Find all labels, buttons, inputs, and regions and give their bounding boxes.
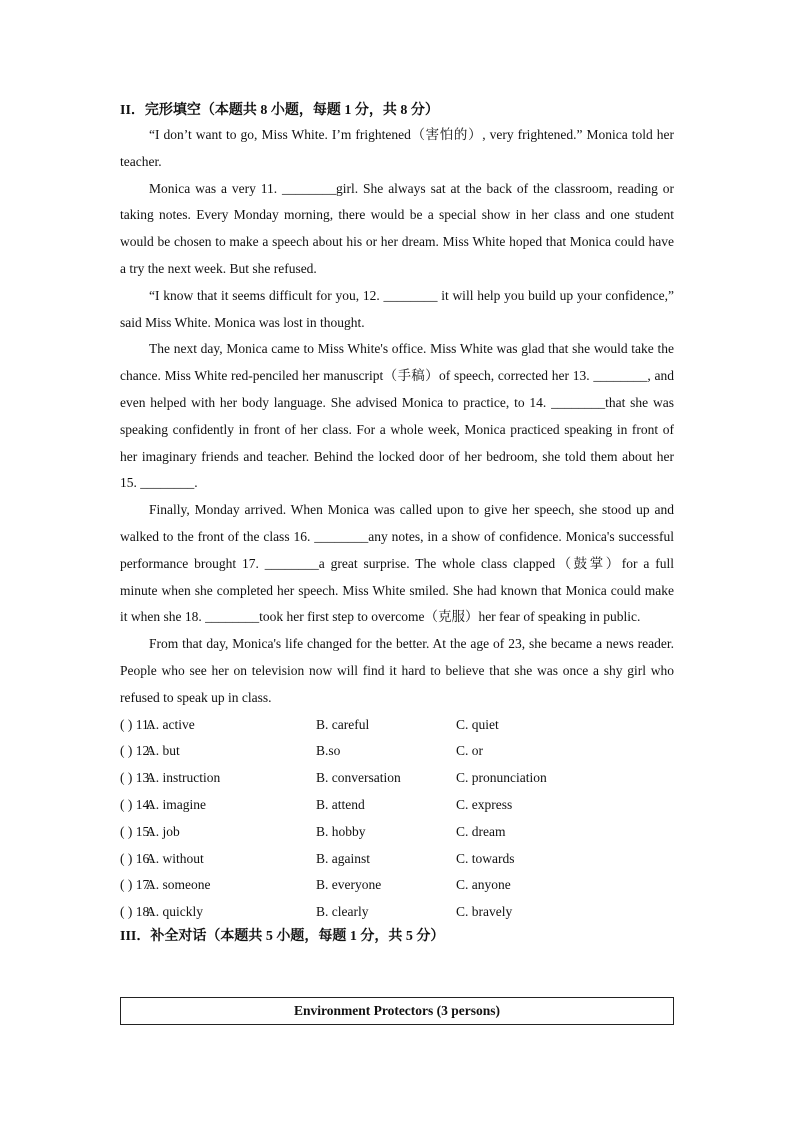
question-number: ( ) 16. (120, 850, 153, 866)
question-number: ( ) 17. (120, 877, 153, 893)
dialogue-table-header: Environment Protectors (3 persons) (120, 997, 674, 1025)
option-b: B. against (316, 850, 370, 866)
option-c: C. quiet (456, 716, 499, 732)
option-c: C. dream (456, 823, 506, 839)
option-b: B.so (316, 743, 341, 759)
option-c: C. express (456, 796, 513, 812)
section2-heading: II．完形填空（本题共 8 小题，每题 1 分，共 8 分） (120, 103, 439, 118)
option-b: B. conversation (316, 770, 401, 786)
section3-heading: III．补全对话（本题共 5 小题，每题 1 分，共 5 分） (120, 928, 445, 944)
question-16 (120, 846, 674, 873)
question-13 (120, 765, 674, 792)
option-a: A. quickly (146, 904, 203, 920)
question-18 (120, 899, 674, 926)
option-a: A. imagine (146, 796, 206, 812)
option-b: B. clearly (316, 904, 369, 920)
question-number: ( ) 11. (120, 716, 153, 732)
option-a: A. job (146, 823, 180, 839)
cloze-passage (120, 122, 674, 712)
option-a: A. active (146, 716, 195, 732)
question-15 (120, 819, 674, 846)
passage-paragraph-6: From that day, Monica's life changed for the better. At the age of 23, she became a news reader. People who see her on television now will find it hard to believe that she was once a shy girl who refused to speak up in class. (120, 636, 674, 705)
question-11 (120, 712, 674, 739)
option-a: A. instruction (146, 770, 221, 786)
question-list (120, 712, 674, 926)
question-17 (120, 872, 674, 899)
passage-paragraph-1: “I don’t want to go, Miss White. I’m frightened（害怕的）, very frightened.” Monica told her teacher. (120, 127, 674, 169)
passage-paragraph-2: Monica was a very 11. ________girl. She always sat at the back of the classroom, reading or taking notes. Every Monday morning, there would be a special show in her class and one student would be chosen to make a speech about his or her dream. Miss White hoped that Monica could have a try the next week. But she refused. (120, 180, 674, 276)
exam-page (120, 100, 674, 948)
question-number: ( ) 18. (120, 904, 153, 920)
option-b: B. hobby (316, 823, 366, 839)
passage-paragraph-5: Finally, Monday arrived. When Monica was called upon to give her speech, she stood up and walked to the front of the class 16. ________any notes, in a show of confidence. Monica's successful performance brought 17. ________a great surprise. The whole class clapped（鼓掌）for a full minute when she completed her speech. Miss White smiled. She had known that Monica could make it when she 18. ________took her first step to overcome（克服）her fear of speaking in public. (120, 502, 674, 625)
passage-paragraph-3: “I know that it seems difficult for you, 12. ________ it will help you build up your confidence,” said Miss White. Monica was lost in thought. (120, 287, 674, 330)
option-a: A. without (146, 850, 204, 866)
option-c: C. anyone (456, 877, 511, 893)
option-c: C. or (456, 743, 483, 759)
question-number: ( ) 14. (120, 796, 153, 812)
question-12 (120, 738, 674, 765)
option-c: C. towards (456, 850, 515, 866)
option-c: C. bravely (456, 904, 513, 920)
passage-paragraph-4: The next day, Monica came to Miss White's office. Miss White was glad that she would take the chance. Miss White red-penciled her manuscript（手稿）of speech, corrected her 13. ________, and even helped with her body language. She advised Monica to practice, to 14. ________that she was speaking confidently in front of her class. For a whole week, Monica practiced speaking in front of her imaginary friends and teacher. Behind the locked door of her bedroom, she told them about her 15. ________. (120, 341, 674, 491)
question-number: ( ) 13. (120, 770, 153, 786)
question-number: ( ) 15. (120, 823, 153, 839)
option-b: B. attend (316, 796, 365, 812)
question-number: ( ) 12. (120, 743, 153, 759)
question-14 (120, 792, 674, 819)
option-c: C. pronunciation (456, 770, 547, 786)
option-b: B. careful (316, 716, 370, 732)
option-b: B. everyone (316, 877, 382, 893)
option-a: A. but (146, 743, 180, 759)
option-a: A. someone (146, 877, 211, 893)
